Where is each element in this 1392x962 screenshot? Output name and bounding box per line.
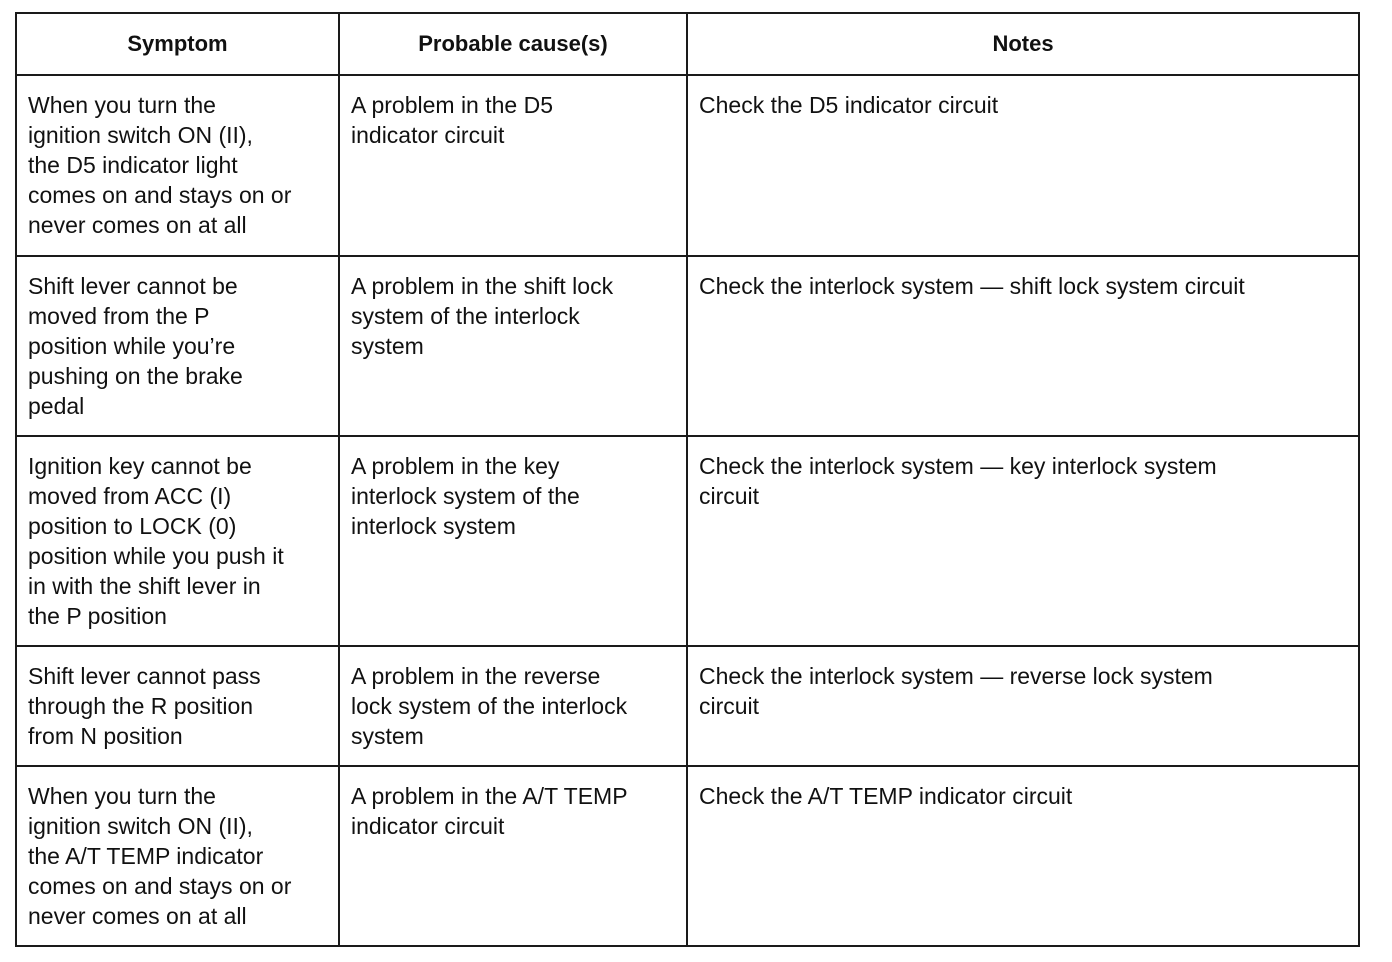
cell-line: never comes on at all: [28, 212, 247, 238]
notes-cell: [687, 646, 1359, 766]
cell-line: A problem in the reverse: [351, 663, 601, 689]
cell-line: system of the interlock: [351, 303, 580, 329]
cell-line: position to LOCK (0): [28, 513, 237, 539]
cell-line: lock system of the interlock: [351, 693, 628, 719]
table-row: [16, 75, 1359, 256]
cell-line: comes on and stays on or: [28, 873, 292, 899]
cell-line: Check the D5 indicator circuit: [699, 92, 999, 118]
cell-line: comes on and stays on or: [28, 182, 292, 208]
troubleshooting-table: [15, 12, 1360, 947]
cell-line: system: [351, 723, 424, 749]
header-notes: Notes: [687, 13, 1359, 75]
cell-line: pedal: [28, 393, 85, 419]
cell-line: moved from ACC (I): [28, 483, 232, 509]
notes-cell: [687, 256, 1359, 436]
cell-line: moved from the P: [28, 303, 210, 329]
cell-line: pushing on the brake: [28, 363, 243, 389]
symptom-cell: [16, 436, 339, 646]
table-row: [16, 766, 1359, 946]
cell-line: ignition switch ON (II),: [28, 122, 253, 148]
cell-line: position while you push it: [28, 543, 284, 569]
cell-line: the P position: [28, 603, 167, 629]
cell-line: Ignition key cannot be: [28, 453, 252, 479]
cell-line: system: [351, 333, 424, 359]
table-row: [16, 646, 1359, 766]
cell-line: ignition switch ON (II),: [28, 813, 253, 839]
cell-line: through the R position: [28, 693, 254, 719]
cell-line: never comes on at all: [28, 903, 247, 929]
symptom-cell: [16, 256, 339, 436]
cause-cell: [339, 256, 687, 436]
header-probable-causes: Probable cause(s): [339, 13, 687, 75]
cause-cell: [339, 766, 687, 946]
cell-line: Check the interlock system — key interlock system: [699, 453, 1217, 479]
cell-line: the A/T TEMP indicator: [28, 843, 264, 869]
notes-cell: [687, 75, 1359, 256]
cause-cell: [339, 436, 687, 646]
header-symptom: Symptom: [16, 13, 339, 75]
cell-line: in with the shift lever in: [28, 573, 261, 599]
cell-line: When you turn the: [28, 92, 216, 118]
cell-line: Check the A/T TEMP indicator circuit: [699, 783, 1073, 809]
cell-line: circuit: [699, 693, 760, 719]
table-row: [16, 256, 1359, 436]
cell-line: Check the interlock system — reverse lock system: [699, 663, 1213, 689]
symptom-cell: [16, 75, 339, 256]
cause-cell: [339, 75, 687, 256]
cell-line: Shift lever cannot pass: [28, 663, 261, 689]
notes-cell: [687, 436, 1359, 646]
cell-line: Shift lever cannot be: [28, 273, 238, 299]
cause-cell: [339, 646, 687, 766]
symptom-cell: [16, 646, 339, 766]
cell-line: indicator circuit: [351, 813, 505, 839]
cell-line: A problem in the A/T TEMP: [351, 783, 628, 809]
cell-line: A problem in the shift lock: [351, 273, 614, 299]
cell-line: Check the interlock system — shift lock system circuit: [699, 273, 1245, 299]
cell-line: interlock system: [351, 513, 516, 539]
cell-line: interlock system of the: [351, 483, 580, 509]
cell-line: When you turn the: [28, 783, 216, 809]
table-row: [16, 436, 1359, 646]
cell-line: A problem in the key: [351, 453, 560, 479]
cell-line: A problem in the D5: [351, 92, 554, 118]
cell-line: circuit: [699, 483, 760, 509]
cell-line: from N position: [28, 723, 183, 749]
cell-line: position while you’re: [28, 333, 236, 359]
header-row: [16, 13, 1359, 75]
cell-line: the D5 indicator light: [28, 152, 238, 178]
cell-line: indicator circuit: [351, 122, 505, 148]
symptom-cell: [16, 766, 339, 946]
notes-cell: [687, 766, 1359, 946]
